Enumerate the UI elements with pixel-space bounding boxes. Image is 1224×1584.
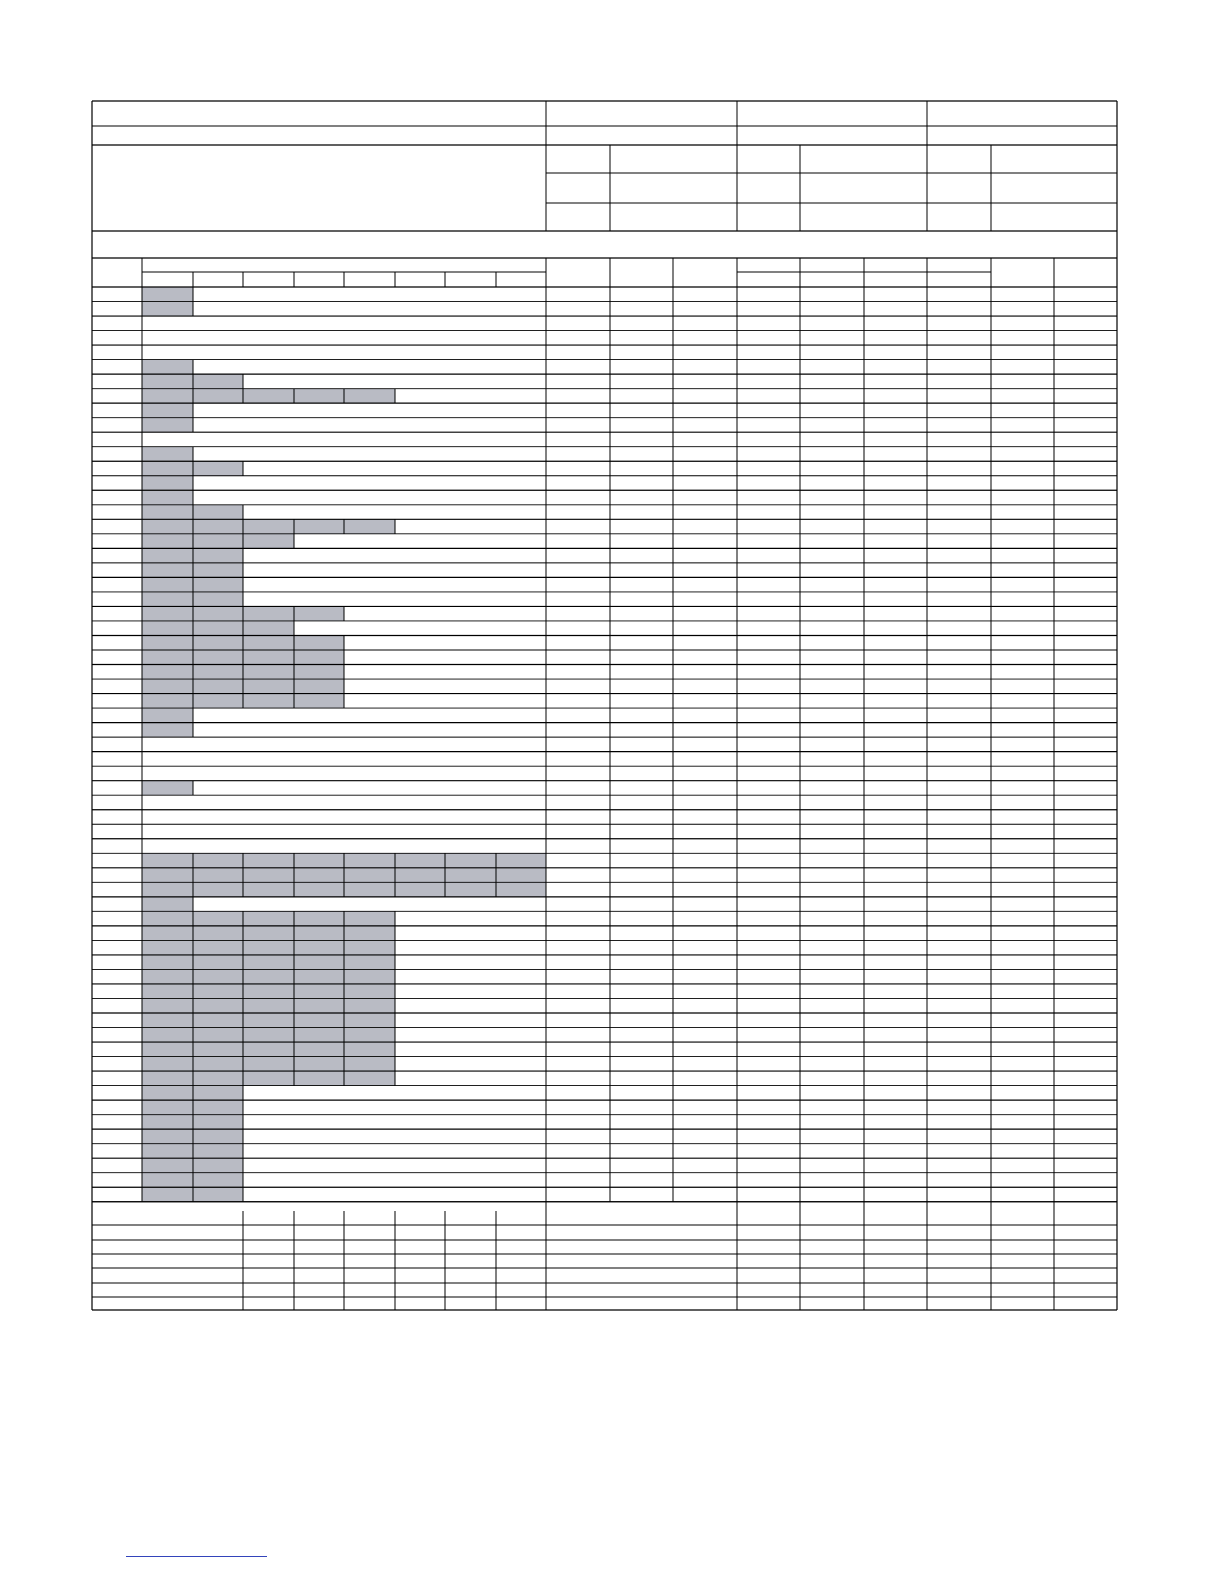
- shaded-cell: [142, 461, 193, 476]
- shaded-cell: [294, 882, 344, 897]
- shaded-cell: [142, 1028, 193, 1043]
- shaded-cell: [193, 592, 243, 607]
- shaded-cell: [193, 882, 243, 897]
- shaded-cell: [243, 853, 294, 868]
- shaded-cell: [243, 998, 294, 1013]
- shaded-cell: [344, 882, 395, 897]
- shaded-cell: [294, 911, 344, 926]
- shaded-cell: [395, 868, 445, 883]
- shaded-cell: [344, 926, 395, 941]
- shaded-cell: [243, 969, 294, 984]
- shaded-cell: [193, 563, 243, 578]
- shaded-cell: [344, 1013, 395, 1028]
- shaded-cell: [395, 882, 445, 897]
- shaded-cell: [142, 1129, 193, 1144]
- shaded-cell: [243, 635, 294, 650]
- shaded-cell: [344, 519, 395, 534]
- shaded-cell: [344, 969, 395, 984]
- shaded-cell: [193, 1071, 243, 1086]
- shaded-cell: [193, 505, 243, 520]
- shaded-cell: [142, 389, 193, 404]
- shaded-cell: [193, 911, 243, 926]
- shaded-cell: [243, 882, 294, 897]
- shaded-cell: [344, 940, 395, 955]
- shaded-cell: [294, 665, 344, 680]
- shaded-cell: [142, 519, 193, 534]
- shaded-cell: [142, 635, 193, 650]
- shaded-cell: [193, 679, 243, 694]
- shaded-cell: [294, 868, 344, 883]
- shaded-cell: [294, 940, 344, 955]
- shaded-cell: [294, 519, 344, 534]
- shaded-cell: [193, 389, 243, 404]
- shaded-cell: [294, 679, 344, 694]
- shaded-cell: [142, 1042, 193, 1057]
- shaded-cell: [193, 868, 243, 883]
- shaded-cell: [294, 955, 344, 970]
- shaded-cell: [294, 969, 344, 984]
- shaded-cell: [193, 1115, 243, 1130]
- shaded-cell: [294, 389, 344, 404]
- shaded-cell: [142, 998, 193, 1013]
- shaded-cell: [243, 665, 294, 680]
- shaded-cell: [496, 882, 546, 897]
- shaded-cell: [344, 1042, 395, 1057]
- shaded-cell: [142, 940, 193, 955]
- shaded-cell: [193, 519, 243, 534]
- shaded-cell: [344, 1028, 395, 1043]
- shaded-cell: [142, 1173, 193, 1188]
- shaded-cell: [142, 1100, 193, 1115]
- shaded-cell: [193, 984, 243, 999]
- shaded-cell: [344, 389, 395, 404]
- shaded-cell: [142, 694, 193, 709]
- shaded-cell: [243, 1013, 294, 1028]
- shaded-cell: [142, 679, 193, 694]
- shaded-cell: [142, 1144, 193, 1159]
- shaded-cell: [193, 1144, 243, 1159]
- shaded-cell: [243, 621, 294, 636]
- shaded-cell: [243, 606, 294, 621]
- shaded-cell: [294, 606, 344, 621]
- shaded-cell: [142, 897, 193, 912]
- shaded-cell: [142, 650, 193, 665]
- shaded-cell: [142, 1013, 193, 1028]
- shaded-cell: [142, 621, 193, 636]
- shaded-cell: [294, 998, 344, 1013]
- shaded-cell: [142, 926, 193, 941]
- shaded-cell: [193, 1086, 243, 1101]
- shaded-cell: [142, 1057, 193, 1072]
- shaded-cell: [193, 1028, 243, 1043]
- shaded-cell: [142, 548, 193, 563]
- shaded-cell: [142, 1187, 193, 1202]
- shaded-cell: [193, 577, 243, 592]
- shaded-cell: [193, 665, 243, 680]
- shaded-cell: [142, 955, 193, 970]
- shaded-cell: [445, 868, 496, 883]
- shaded-cell: [142, 577, 193, 592]
- shaded-cell: [193, 374, 243, 389]
- shaded-cell: [142, 708, 193, 723]
- shaded-cell: [142, 563, 193, 578]
- shaded-cell: [142, 1071, 193, 1086]
- shaded-cell: [193, 1129, 243, 1144]
- shaded-cell: [243, 679, 294, 694]
- shaded-cell: [344, 998, 395, 1013]
- shaded-cell: [193, 1158, 243, 1173]
- shaded-cell: [142, 723, 193, 738]
- shaded-cell: [496, 853, 546, 868]
- shaded-cell: [142, 505, 193, 520]
- shaded-cell: [142, 403, 193, 418]
- shaded-cell: [193, 1042, 243, 1057]
- shaded-cell: [142, 374, 193, 389]
- shaded-cell: [142, 665, 193, 680]
- shaded-cell: [496, 868, 546, 883]
- shaded-cell: [193, 1057, 243, 1072]
- shaded-cell: [193, 534, 243, 549]
- shaded-cell: [193, 969, 243, 984]
- shaded-cell: [243, 694, 294, 709]
- shaded-cell: [193, 548, 243, 563]
- shaded-cell: [142, 606, 193, 621]
- shaded-cell: [294, 926, 344, 941]
- shaded-cell: [243, 1071, 294, 1086]
- shaded-cell: [193, 621, 243, 636]
- shaded-cell: [193, 606, 243, 621]
- shaded-cell: [243, 534, 294, 549]
- shaded-cell: [243, 519, 294, 534]
- shaded-cell: [243, 868, 294, 883]
- shaded-cell: [193, 461, 243, 476]
- shaded-cell: [445, 882, 496, 897]
- shaded-cell: [243, 650, 294, 665]
- shaded-cell: [344, 1057, 395, 1072]
- shaded-cell: [193, 955, 243, 970]
- shaded-cell: [142, 1158, 193, 1173]
- shaded-cell: [344, 955, 395, 970]
- shaded-cell: [294, 853, 344, 868]
- shaded-cell: [193, 1187, 243, 1202]
- shaded-cell: [395, 853, 445, 868]
- shaded-cell: [445, 853, 496, 868]
- shaded-cell: [243, 389, 294, 404]
- shaded-cell: [193, 853, 243, 868]
- shaded-cell: [142, 984, 193, 999]
- shaded-cell: [344, 984, 395, 999]
- shaded-cell: [294, 1071, 344, 1086]
- shaded-cell: [142, 911, 193, 926]
- shaded-cell: [294, 1028, 344, 1043]
- shaded-cell: [243, 911, 294, 926]
- shaded-cell: [142, 868, 193, 883]
- shaded-cell: [193, 1173, 243, 1188]
- shaded-cell: [294, 1013, 344, 1028]
- shaded-cell: [294, 1057, 344, 1072]
- shaded-cell: [142, 1115, 193, 1130]
- shaded-cell: [344, 911, 395, 926]
- shaded-cell: [193, 1013, 243, 1028]
- shaded-cell: [193, 998, 243, 1013]
- shaded-cell: [142, 287, 193, 302]
- shaded-cell: [142, 969, 193, 984]
- shaded-cell: [344, 853, 395, 868]
- shaded-cell: [243, 984, 294, 999]
- shaded-cell: [142, 490, 193, 505]
- shaded-cell: [294, 1042, 344, 1057]
- shaded-cell: [142, 592, 193, 607]
- shaded-cell: [193, 635, 243, 650]
- shaded-cell: [142, 418, 193, 433]
- shaded-cell: [193, 650, 243, 665]
- shaded-cell: [243, 1042, 294, 1057]
- shaded-cell: [294, 635, 344, 650]
- shaded-cell: [294, 984, 344, 999]
- shaded-cell: [294, 650, 344, 665]
- shaded-cell: [142, 447, 193, 462]
- shaded-cell: [193, 940, 243, 955]
- shaded-cell: [193, 694, 243, 709]
- shaded-cell: [243, 955, 294, 970]
- shaded-cell: [142, 781, 193, 796]
- shaded-cell: [142, 476, 193, 491]
- shaded-cell: [142, 360, 193, 375]
- shaded-cell: [243, 1057, 294, 1072]
- footnote-rule: [126, 1556, 267, 1557]
- shaded-cell: [344, 868, 395, 883]
- shaded-cell: [142, 302, 193, 317]
- shaded-cell: [193, 1100, 243, 1115]
- shaded-cell: [294, 694, 344, 709]
- shaded-cell: [193, 926, 243, 941]
- shaded-cell: [142, 882, 193, 897]
- shaded-cell: [243, 1028, 294, 1043]
- shaded-cell: [344, 1071, 395, 1086]
- shaded-cell: [243, 926, 294, 941]
- shaded-cell: [142, 1086, 193, 1101]
- shaded-cell: [243, 940, 294, 955]
- shaded-cell: [142, 534, 193, 549]
- shaded-cell: [142, 853, 193, 868]
